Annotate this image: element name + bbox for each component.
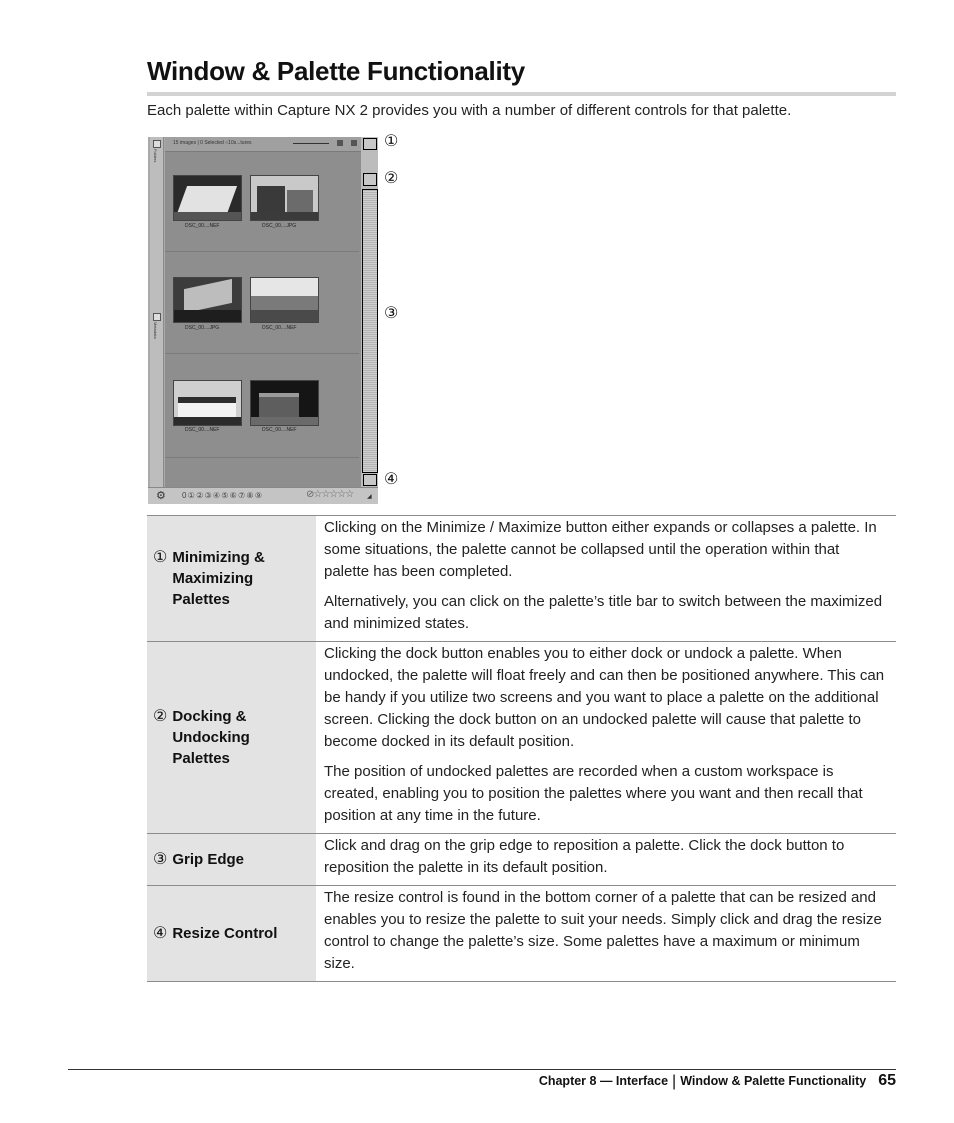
intro-text: Each palette within Capture NX 2 provides you with a number of different controls for that palette. [147, 102, 792, 119]
thumbnail-caption-2: DSC_00....JPG [262, 223, 297, 229]
footer-section: Window & Palette Functionality [680, 1074, 867, 1088]
footer-rule [68, 1069, 896, 1070]
resize-control[interactable] [363, 474, 377, 486]
table-row [147, 886, 896, 982]
metadata-palette-label: Metadata [153, 322, 158, 339]
paragraph: Alternatively, you can click on the palette’s title bar to switch between the maximized and minimized states. [324, 593, 883, 632]
row-label-cell [147, 834, 316, 886]
row-description [316, 886, 896, 982]
thumbnail-caption-3: DSC_00....JPG [185, 325, 220, 331]
folders-palette-toggle [153, 140, 161, 148]
row-label: Docking & Undocking Palettes [172, 708, 250, 767]
rating-stars: ⊘☆☆☆☆☆ [306, 489, 354, 500]
table-row [147, 834, 896, 886]
row-number: ② [153, 708, 168, 725]
title-underline [147, 92, 896, 96]
thumbnail-3 [173, 277, 242, 323]
thumbnail-4 [250, 277, 319, 323]
grip-edge[interactable] [362, 189, 378, 473]
row-number: ① [153, 549, 168, 566]
table-row [147, 516, 896, 642]
browser-toolbar [165, 137, 362, 152]
thumbnail-caption-4: DSC_00....NEF [262, 325, 297, 331]
page-title: Window & Palette Functionality [147, 56, 525, 86]
table-row [147, 642, 896, 834]
row-label: Grip Edge [172, 851, 245, 868]
row-label-cell [147, 642, 316, 834]
paragraph: Click and drag on the grip edge to reposition a palette. Click the dock button to reposition the palette in its default position. [324, 837, 845, 876]
row-label: Resize Control [172, 925, 278, 942]
row-number: ③ [153, 851, 168, 868]
paragraph: The position of undocked palettes are recorded when a custom workspace is created, enabling you to position the palettes where you want and then recall that position at any time in the future. [324, 763, 863, 824]
thumbnail-caption-1: DSC_00....NEF [185, 223, 220, 229]
callout-4: ④ [384, 471, 399, 488]
thumbnail-6 [250, 380, 319, 426]
gear-icon: ⚙ [156, 490, 166, 502]
thumbnail-caption-6: DSC_00....NEF [262, 427, 297, 433]
callout-1: ① [384, 133, 399, 150]
thumbnail-size-slider [293, 143, 329, 144]
paragraph: Clicking the dock button enables you to either dock or undock a palette. When undocked, the palette will float freely and can then be positioned anywhere. This can be handy if you utilize two screens and you want to place a palette on the additional screen. Clicking the dock button on an undocked palette will cause that palette to become docked in its default position. [324, 645, 885, 750]
dock-button[interactable] [363, 173, 377, 186]
footer-separator: | [672, 1073, 677, 1090]
thumbnail-2 [250, 175, 319, 221]
metadata-palette-toggle [153, 313, 161, 321]
thumbnail-5 [173, 380, 242, 426]
thumbnail-caption-5: DSC_00....NEF [185, 427, 220, 433]
row-label-cell [147, 516, 316, 642]
row-description [316, 834, 896, 886]
row-label: Minimizing & Maximizing Palettes [172, 549, 265, 608]
minimize-maximize-button[interactable] [363, 138, 377, 150]
row-divider [165, 457, 359, 458]
collapsed-palettes-strip [150, 137, 164, 487]
browser-status-text: 15 images | 0 Selected ○10s...tures [173, 140, 252, 146]
callout-2: ② [384, 170, 399, 187]
thumbnail-1 [173, 175, 242, 221]
image-browser [165, 137, 362, 487]
grid-view-icon [351, 140, 357, 146]
row-number: ④ [153, 925, 168, 942]
controls-table [147, 515, 896, 982]
row-label-cell [147, 886, 316, 982]
row-divider [165, 251, 359, 252]
callout-3: ③ [384, 305, 399, 322]
paragraph: Clicking on the Minimize / Maximize button either expands or collapses a palette. In some situations, the palette cannot be collapsed until the operation within that palette has been completed. [324, 519, 877, 580]
paragraph: The resize control is found in the bottom corner of a palette that can be resized and enables you to resize the palette to suit your needs. Simply click and drag the resize control to change the palette’s size. Some palettes have a maximum or minimum size. [324, 889, 882, 972]
resize-corner-icon: ◢ [367, 494, 372, 500]
row-divider [165, 353, 359, 354]
row-description [316, 642, 896, 834]
view-mode-icon [337, 140, 343, 146]
page-footer [539, 1072, 896, 1090]
palette-screenshot [148, 137, 378, 503]
palette-bottom-bar [148, 487, 378, 504]
page-number: 65 [878, 1072, 896, 1089]
label-strip: 0 ① ② ③ ④ ⑤ ⑥ ⑦ ⑧ ⑨ [182, 491, 262, 500]
folders-palette-label: Folders [153, 149, 158, 163]
footer-chapter: Chapter 8 — Interface [538, 1074, 669, 1088]
row-description [316, 516, 896, 642]
